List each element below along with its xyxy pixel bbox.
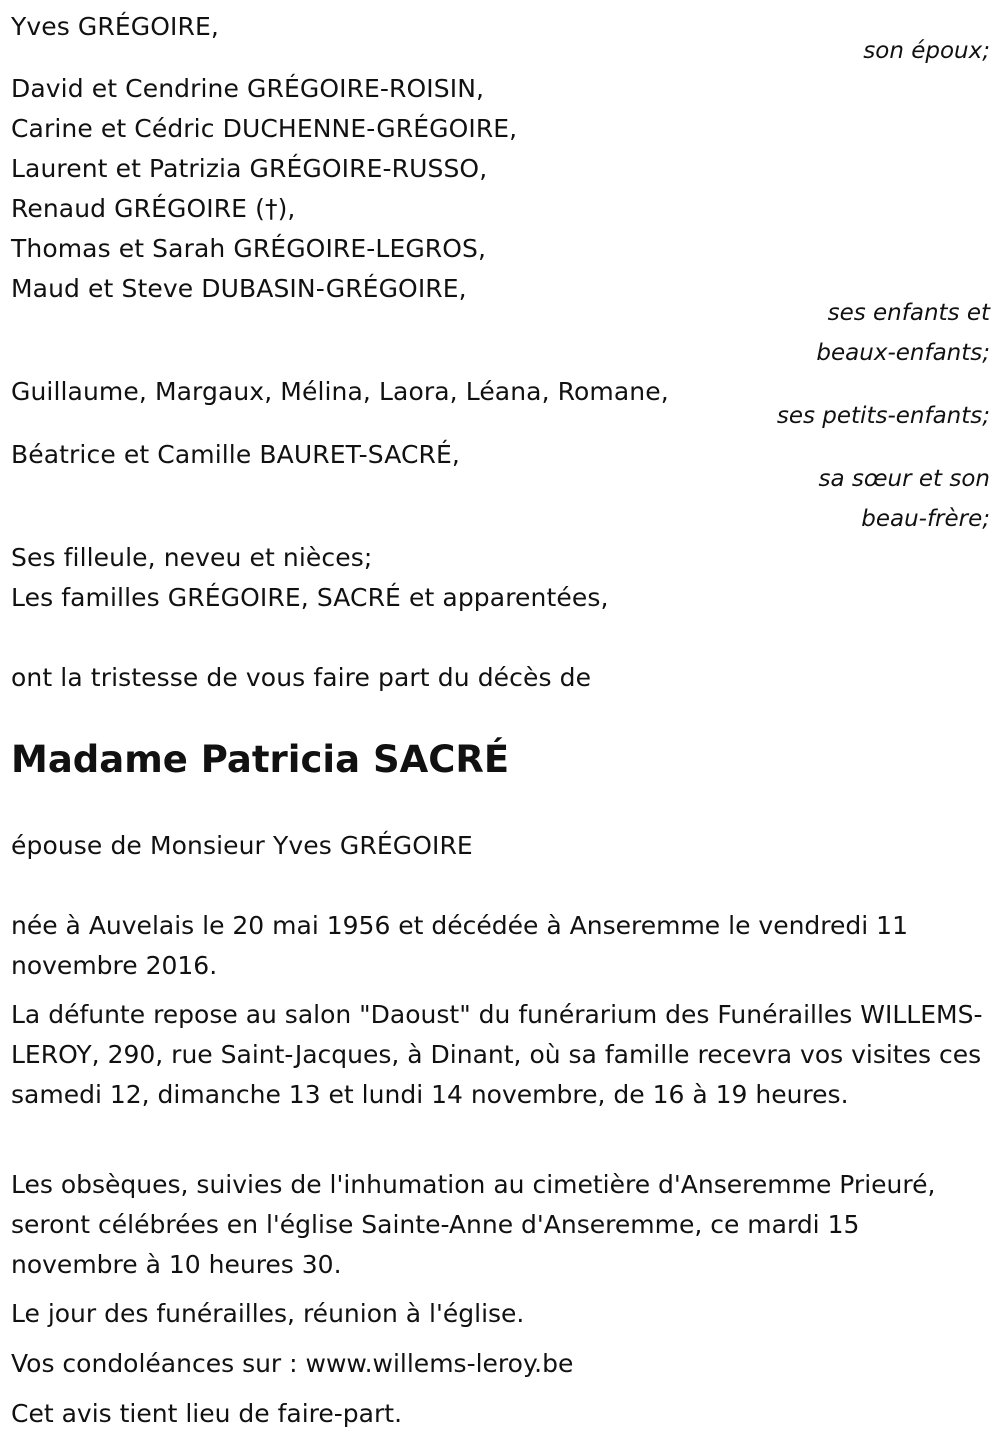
children-relation: ses enfants et xyxy=(827,300,990,326)
birth-death-paragraph: née à Auvelais le 20 mai 1956 et décédée à Anseremme le vendredi 11 novembre 2016. xyxy=(11,911,908,980)
children-relation: beaux-enfants; xyxy=(816,340,990,366)
sibling-relation: sa sœur et son xyxy=(818,466,990,492)
announcement: ont la tristesse de vous faire part du décès de xyxy=(11,663,592,692)
child-line: Maud et Steve DUBASIN-GRÉGOIRE, xyxy=(11,274,467,303)
notice-paragraph: Cet avis tient lieu de faire-part. xyxy=(11,1399,403,1428)
child-line: David et Cendrine GRÉGOIRE-ROISIN, xyxy=(11,74,485,103)
sibling-line: Béatrice et Camille BAURET-SACRÉ, xyxy=(11,440,460,469)
others-line: Les familles GRÉGOIRE, SACRÉ et apparentées, xyxy=(11,583,609,612)
spouse-of: épouse de Monsieur Yves GRÉGOIRE xyxy=(11,831,473,860)
deceased-name: Madame Patricia SACRÉ xyxy=(11,738,510,781)
sibling-relation: beau-frère; xyxy=(861,506,990,532)
child-line: Thomas et Sarah GRÉGOIRE-LEGROS, xyxy=(11,234,487,263)
child-line: Laurent et Patrizia GRÉGOIRE-RUSSO, xyxy=(11,154,488,183)
grandchildren-line: Guillaume, Margaux, Mélina, Laora, Léana, Romane, xyxy=(11,377,669,406)
funeral-paragraph: Les obsèques, suivies de l'inhumation au cimetière d'Anseremme Prieuré, seront célébrées en l'église Sainte-Anne d'Anseremme, ce mardi 15 novembre à 10 heures 30. xyxy=(11,1170,936,1279)
child-line: Carine et Cédric DUCHENNE-GRÉGOIRE, xyxy=(11,114,518,143)
others-line: Ses filleule, neveu et nièces; xyxy=(11,543,373,572)
grandchildren-relation: ses petits-enfants; xyxy=(776,403,990,429)
meeting-paragraph: Le jour des funérailles, réunion à l'église. xyxy=(11,1299,525,1328)
condolences-paragraph: Vos condoléances sur : www.willems-leroy.be xyxy=(11,1349,574,1378)
spouse-relation: son époux; xyxy=(863,38,990,64)
visitation-paragraph: La défunte repose au salon "Daoust" du funérarium des Funérailles WILLEMS-LEROY, 290, rue Saint-Jacques, à Dinant, où sa famille recevra vos visites ces samedi 12, dimanche 13 et lundi 14 novembre, de 16 à 19 heures. xyxy=(11,1000,983,1109)
child-line: Renaud GRÉGOIRE (†), xyxy=(11,194,296,223)
spouse-line: Yves GRÉGOIRE, xyxy=(11,12,219,41)
